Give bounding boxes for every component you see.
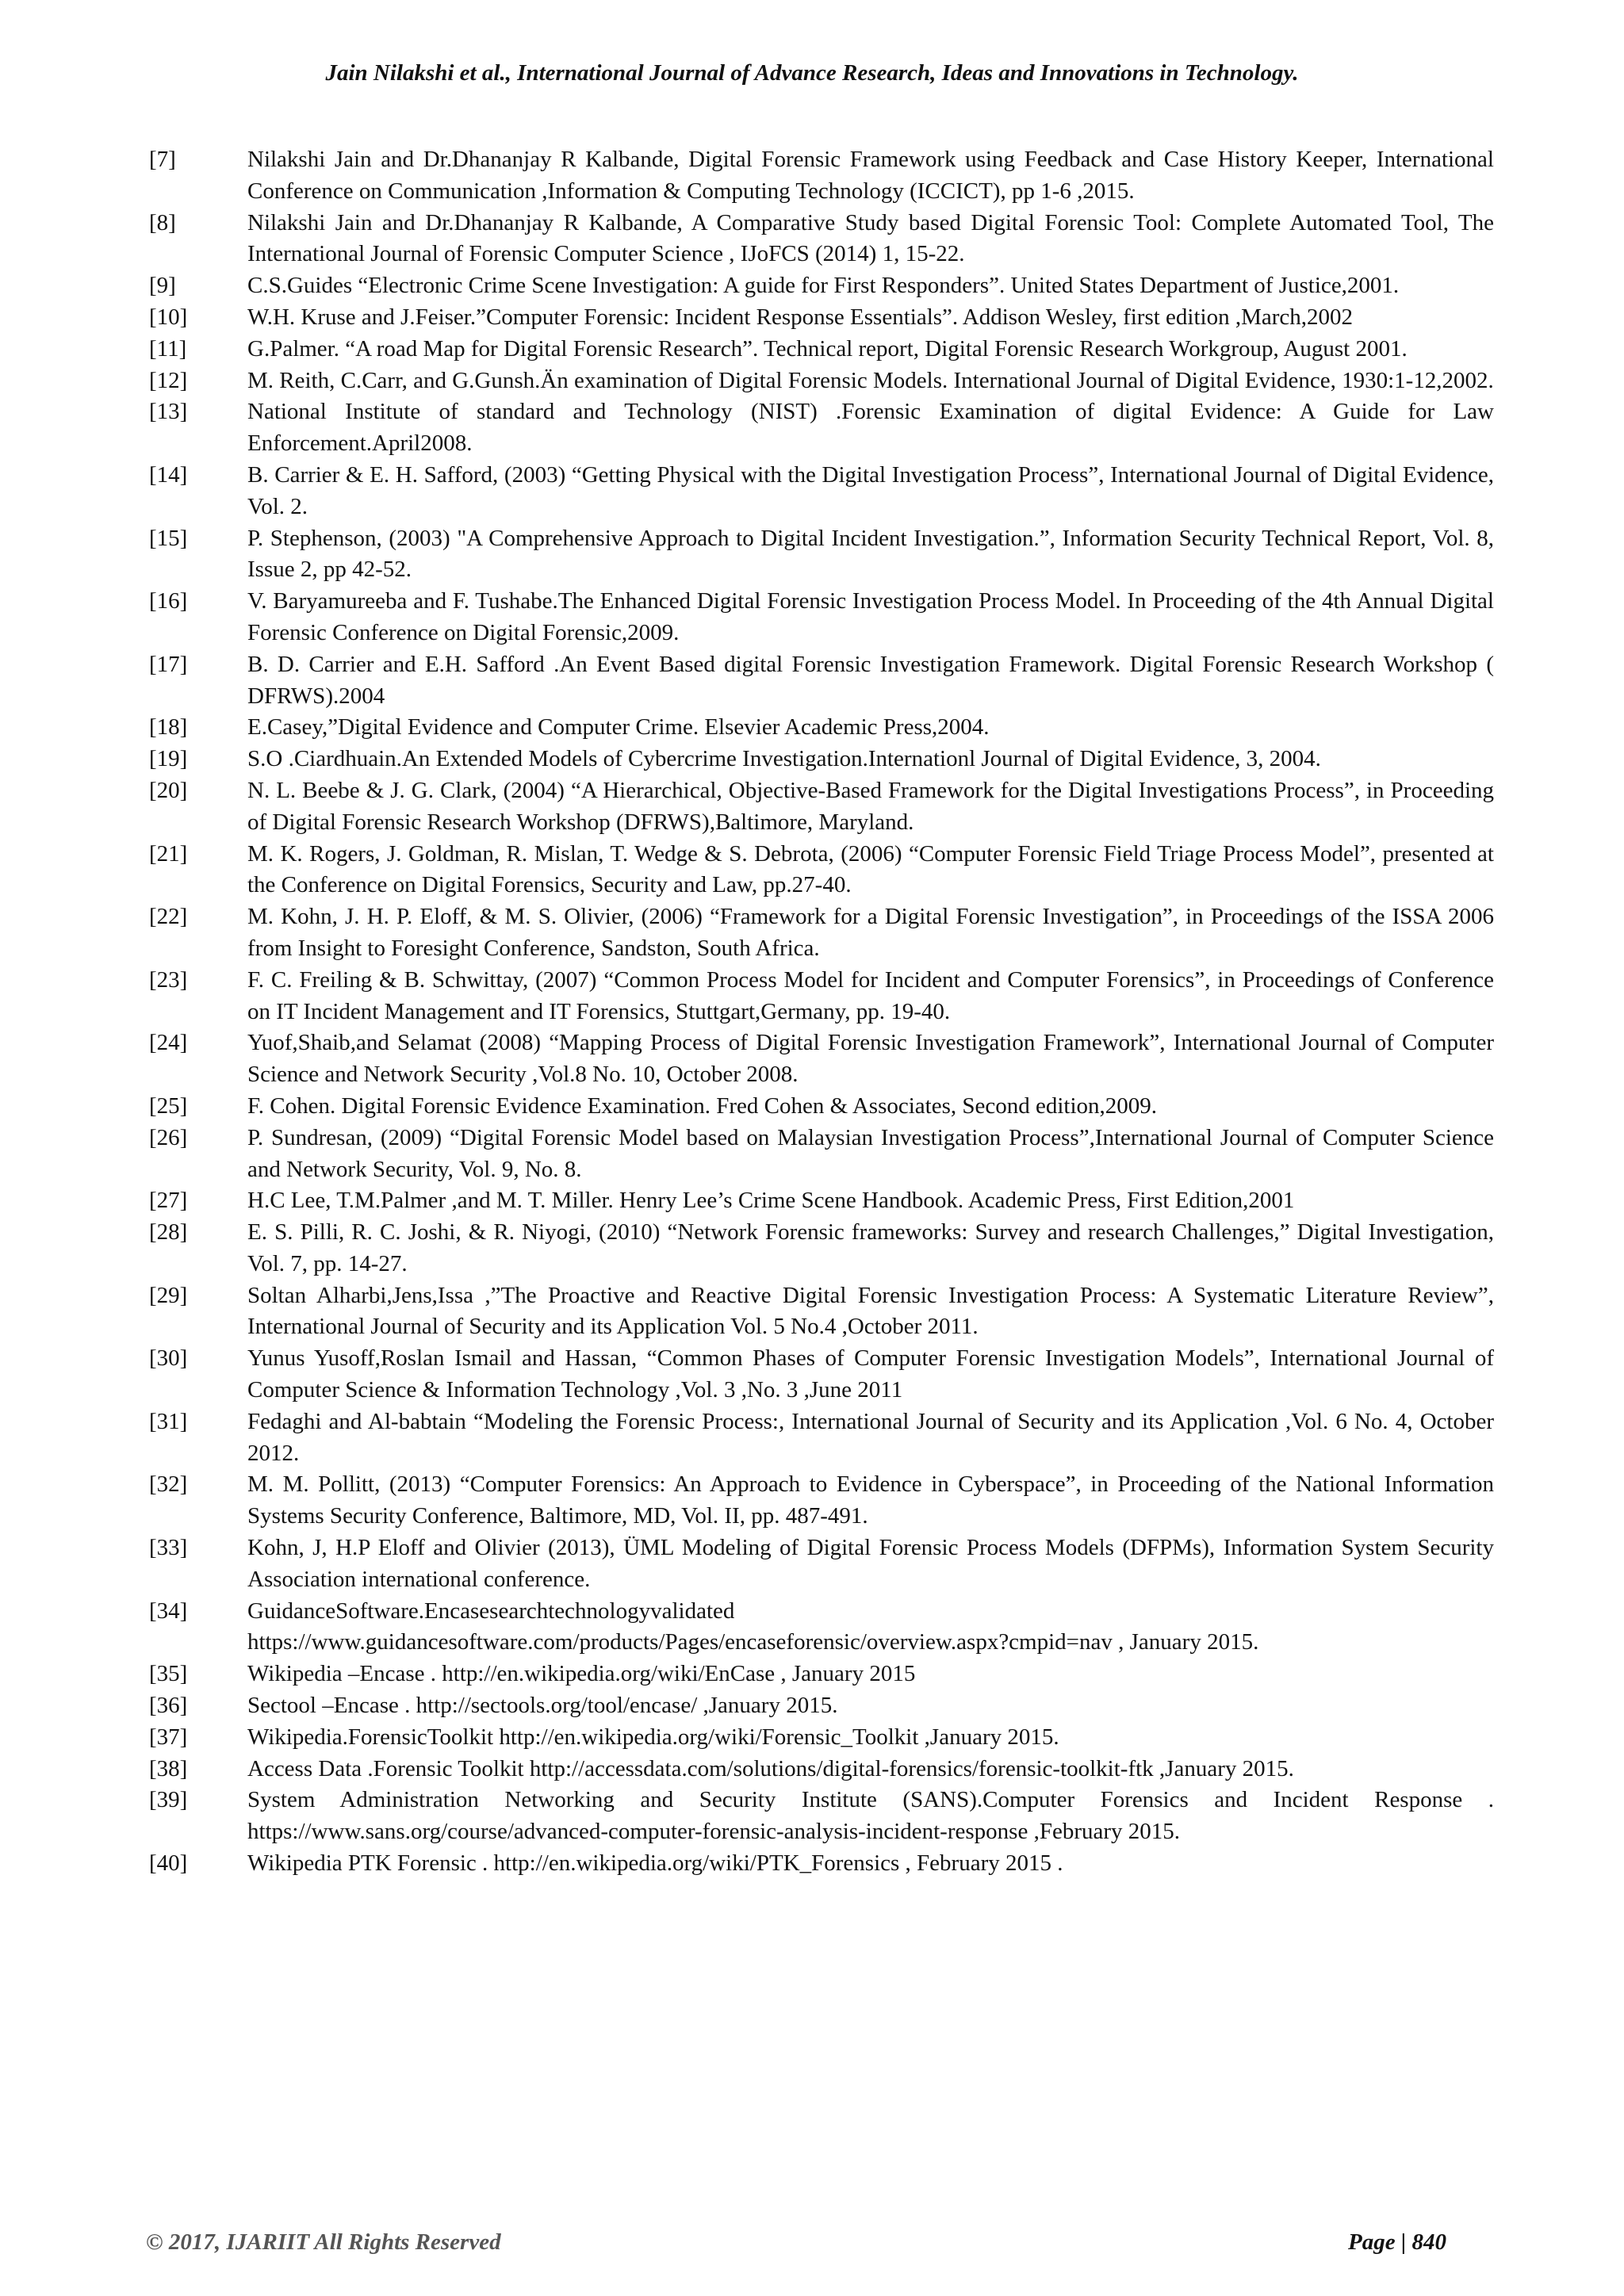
reference-item xyxy=(146,839,1494,902)
reference-text: Kohn, J, H.P Eloff and Olivier (2013), ÜML Modeling of Digital Forensic Process Models (DFPMs), Information System Security Association international conference. xyxy=(247,1535,1494,1592)
reference-text: P. Stephenson, (2003) "A Comprehensive Approach to Digital Incident Investigation.”, Information Security Technical Report, Vol. 8, Issue 2, pp 42-52. xyxy=(247,525,1494,583)
reference-number: [15] xyxy=(149,525,188,551)
reference-item xyxy=(146,1754,1494,1785)
reference-text: G.Palmer. “A road Map for Digital Forensic Research”. Technical report, Digital Forensic Research Workgroup, August 2001. xyxy=(247,335,1408,362)
reference-number: [40] xyxy=(149,1850,188,1877)
reference-number: [18] xyxy=(149,714,188,740)
reference-text: M. Kohn, J. H. P. Eloff, & M. S. Olivier, (2006) “Framework for a Digital Forensic Investigation”, in Proceedings of the ISSA 2006 from Insight to Foresight Conference, Sandston, South Africa. xyxy=(247,904,1494,961)
reference-item xyxy=(146,1280,1494,1344)
copyright-notice: © 2017, IJARIIT All Rights Reserved xyxy=(146,2229,501,2255)
reference-number: [19] xyxy=(149,746,188,772)
reference-text: E.Casey,”Digital Evidence and Computer Crime. Elsevier Academic Press,2004. xyxy=(247,714,990,740)
reference-item xyxy=(146,901,1494,965)
reference-text: F. Cohen. Digital Forensic Evidence Examination. Fred Cohen & Associates, Second edition,2009. xyxy=(247,1093,1158,1119)
reference-text: Yuof,Shaib,and Selamat (2008) “Mapping Process of Digital Forensic Investigation Framework”, International Journal of Computer Science and Network Security ,Vol.8 No. 10, October 2008. xyxy=(247,1030,1494,1088)
reference-item xyxy=(146,1690,1494,1722)
reference-item xyxy=(146,1848,1494,1880)
reference-text: M. K. Rogers, J. Goldman, R. Mislan, T. Wedge & S. Debrota, (2006) “Computer Forensic Field Triage Process Model”, presented at the Conference on Digital Forensics, Security and Law, pp.27-40. xyxy=(247,840,1494,898)
reference-number: [17] xyxy=(149,651,188,677)
reference-item xyxy=(146,1469,1494,1533)
reference-item xyxy=(146,1406,1494,1470)
reference-item xyxy=(146,396,1494,460)
reference-text: Yunus Yusoff,Roslan Ismail and Hassan, “Common Phases of Computer Forensic Investigation Models”, International Journal of Computer Science & Information Technology ,Vol. 3 ,No. 3 ,June 2011 xyxy=(247,1345,1494,1403)
reference-number: [22] xyxy=(149,904,188,930)
reference-number: [12] xyxy=(149,367,188,393)
reference-list xyxy=(146,144,1494,1880)
reference-item xyxy=(146,334,1494,365)
reference-number: [33] xyxy=(149,1535,188,1561)
reference-number: [24] xyxy=(149,1030,188,1056)
reference-item xyxy=(146,744,1494,775)
reference-text: B. D. Carrier and E.H. Safford .An Event Based digital Forensic Investigation Framework. Digital Forensic Research Workshop ( DFRWS).2004 xyxy=(247,651,1494,709)
reference-number: [26] xyxy=(149,1124,188,1150)
page-number: Page | 840 xyxy=(1348,2229,1446,2255)
reference-item xyxy=(146,649,1494,713)
reference-number: [36] xyxy=(149,1693,188,1719)
reference-number: [25] xyxy=(149,1093,188,1119)
running-header: Jain Nilakshi et al., International Journal of Advance Research, Ideas and Innovations in Technology. xyxy=(325,60,1299,86)
reference-number: [32] xyxy=(149,1471,188,1498)
reference-text: H.C Lee, T.M.Palmer ,and M. T. Miller. Henry Lee’s Crime Scene Handbook. Academic Press, First Edition,2001 xyxy=(247,1188,1295,1214)
reference-number: [9] xyxy=(149,273,176,299)
reference-number: [13] xyxy=(149,399,188,425)
reference-item xyxy=(146,1659,1494,1690)
reference-number: [30] xyxy=(149,1345,188,1372)
reference-text: System Administration Networking and Security Institute (SANS).Computer Forensics and Incident Response . https://www.sans.org/course/advanced-computer-forensic-analysis-incident-response ,February 2015. xyxy=(247,1787,1494,1845)
reference-text: S.O .Ciardhuain.An Extended Models of Cybercrime Investigation.Internationl Journal of Digital Evidence, 3, 2004. xyxy=(247,746,1321,772)
reference-number: [35] xyxy=(149,1661,188,1687)
reference-item xyxy=(146,1217,1494,1280)
reference-item xyxy=(146,270,1494,302)
reference-item xyxy=(146,144,1494,208)
reference-item xyxy=(146,712,1494,744)
reference-text: M. M. Pollitt, (2013) “Computer Forensics: An Approach to Evidence in Cyberspace”, in Proceeding of the National Information Systems Security Conference, Baltimore, MD, Vol. II, pp. 487-491. xyxy=(247,1471,1494,1529)
reference-text: Wikipedia –Encase . http://en.wikipedia.org/wiki/EnCase , January 2015 xyxy=(247,1661,916,1687)
reference-text: Access Data .Forensic Toolkit http://accessdata.com/solutions/digital-forensics/forensic-toolkit-ftk ,January 2015. xyxy=(247,1755,1294,1781)
reference-item xyxy=(146,775,1494,839)
reference-text: C.S.Guides “Electronic Crime Scene Investigation: A guide for First Responders”. United States Department of Justice,2001. xyxy=(247,273,1400,299)
reference-text: Soltan Alharbi,Jens,Issa ,”The Proactive and Reactive Digital Forensic Investigation Process: A Systematic Literature Review”, International Journal of Security and its Application Vol. 5 No.4 ,October 2011. xyxy=(247,1282,1494,1340)
reference-text: Nilakshi Jain and Dr.Dhananjay R Kalbande, A Comparative Study based Digital Forensic Tool: Complete Automated Tool, The International Journal of Forensic Computer Science , IJoFCS (2014) 1, 15-22. xyxy=(247,209,1494,267)
reference-text: M. Reith, C.Carr, and G.Gunsh.Än examination of Digital Forensic Models. International Journal of Digital Evidence, 1930:1-12,2002. xyxy=(247,367,1494,393)
reference-item xyxy=(146,523,1494,587)
reference-text: V. Baryamureeba and F. Tushabe.The Enhanced Digital Forensic Investigation Process Model. In Proceeding of the 4th Annual Digital Forensic Conference on Digital Forensic,2009. xyxy=(247,588,1494,645)
reference-number: [16] xyxy=(149,588,188,614)
reference-text: GuidanceSoftware.Encasesearchtechnologyvalidated https://www.guidancesoftware.com/products/Pages/encaseforensic/overview.aspx?cmpid=nav , January 2015. xyxy=(247,1598,1259,1655)
reference-text: Wikipedia.ForensicToolkit http://en.wikipedia.org/wiki/Forensic_Toolkit ,January 2015. xyxy=(247,1724,1059,1750)
reference-number: [20] xyxy=(149,777,188,803)
reference-text: E. S. Pilli, R. C. Joshi, & R. Niyogi, (2010) “Network Forensic frameworks: Survey and research Challenges,” Digital Investigation, Vol. 7, pp. 14-27. xyxy=(247,1219,1494,1276)
reference-text: Fedaghi and Al-babtain “Modeling the Forensic Process:, International Journal of Security and its Application ,Vol. 6 No. 4, October 2012. xyxy=(247,1408,1494,1466)
reference-number: [39] xyxy=(149,1787,188,1813)
reference-text: N. L. Beebe & J. G. Clark, (2004) “A Hierarchical, Objective-Based Framework for the Digital Investigations Process”, in Proceeding of Digital Forensic Research Workshop (DFRWS),Baltimore, Maryland. xyxy=(247,777,1494,835)
reference-text: B. Carrier & E. H. Safford, (2003) “Getting Physical with the Digital Investigation Process”, International Journal of Digital Evidence, Vol. 2. xyxy=(247,461,1494,519)
reference-text: Nilakshi Jain and Dr.Dhananjay R Kalbande, Digital Forensic Framework using Feedback and Case History Keeper, International Conference on Communication ,Information & Computing Technology (ICCICT), pp 1-6 ,2015. xyxy=(247,147,1494,204)
reference-text: Sectool –Encase . http://sectools.org/tool/encase/ ,January 2015. xyxy=(247,1693,838,1719)
reference-item xyxy=(146,1785,1494,1848)
reference-item xyxy=(146,1343,1494,1406)
reference-text: National Institute of standard and Technology (NIST) .Forensic Examination of digital Evidence: A Guide for Law Enforcement.April2008. xyxy=(247,399,1494,457)
reference-item xyxy=(146,302,1494,334)
page-footer xyxy=(146,2229,1446,2256)
reference-number: [8] xyxy=(149,209,176,235)
reference-item xyxy=(146,460,1494,523)
reference-item xyxy=(146,965,1494,1028)
reference-number: [27] xyxy=(149,1188,188,1214)
reference-number: [10] xyxy=(149,304,188,330)
reference-item xyxy=(146,1027,1494,1091)
reference-number: [14] xyxy=(149,461,188,488)
reference-number: [38] xyxy=(149,1755,188,1781)
reference-text: F. C. Freiling & B. Schwittay, (2007) “Common Process Model for Incident and Computer Forensics”, in Proceedings of Conference on IT Incident Management and IT Forensics, Stuttgart,Germany, pp. 19-40. xyxy=(247,966,1494,1024)
reference-item xyxy=(146,1091,1494,1123)
reference-number: [21] xyxy=(149,840,188,867)
reference-number: [31] xyxy=(149,1408,188,1434)
reference-item xyxy=(146,1533,1494,1596)
reference-number: [28] xyxy=(149,1219,188,1246)
reference-number: [29] xyxy=(149,1282,188,1308)
reference-number: [37] xyxy=(149,1724,188,1750)
reference-item xyxy=(146,1185,1494,1217)
reference-text: P. Sundresan, (2009) “Digital Forensic Model based on Malaysian Investigation Process”,International Journal of Computer Science and Network Security, Vol. 9, No. 8. xyxy=(247,1124,1494,1182)
reference-number: [7] xyxy=(149,147,176,172)
reference-item xyxy=(146,1722,1494,1754)
reference-item xyxy=(146,586,1494,649)
reference-number: [34] xyxy=(149,1598,188,1624)
reference-item xyxy=(146,365,1494,397)
reference-number: [11] xyxy=(149,335,187,362)
reference-text: Wikipedia PTK Forensic . http://en.wikipedia.org/wiki/PTK_Forensics , February 2015 . xyxy=(247,1850,1063,1877)
reference-text: W.H. Kruse and J.Feiser.”Computer Forensic: Incident Response Essentials”. Addison Wesley, first edition ,March,2002 xyxy=(247,304,1354,330)
reference-item xyxy=(146,208,1494,271)
reference-number: [23] xyxy=(149,966,188,993)
reference-item xyxy=(146,1123,1494,1186)
reference-item xyxy=(146,1596,1494,1659)
